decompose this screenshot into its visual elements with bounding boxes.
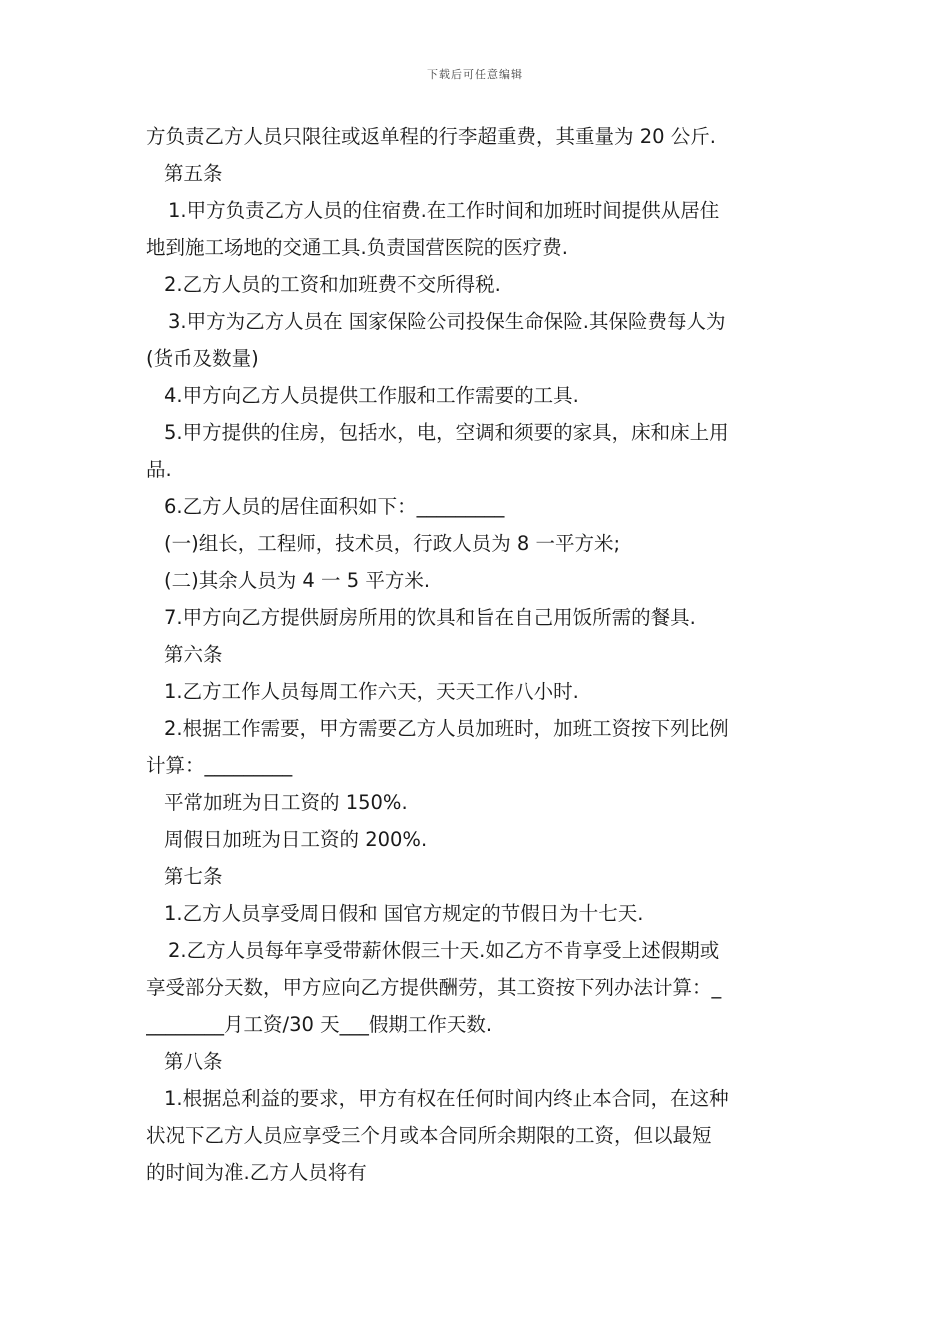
text-line: (二)其余人员为 4 一 5 平方米. [164, 569, 431, 592]
text-line: 4.甲方向乙方人员提供工作服和工作需要的工具. [164, 384, 579, 407]
text-line: 7.甲方向乙方提供厨房所用的饮具和旨在自己用饭所需的餐具. [164, 606, 696, 629]
text-line: 品. [146, 458, 172, 481]
text-line: 6.乙方人员的居住面积如下：_________ [164, 495, 505, 518]
text-line: 周假日加班为日工资的 200%. [164, 828, 428, 851]
text-line: 方负责乙方人员只限往或返单程的行李超重费，其重量为 20 公斤. [146, 125, 716, 148]
text-line: 状况下乙方人员应享受三个月或本合同所余期限的工资，但以最短 [146, 1124, 712, 1147]
text-line: 计算：_________ [146, 754, 293, 777]
article-heading: 第八条 [164, 1050, 223, 1073]
text-line: 3.甲方为乙方人员在 国家保险公司投保生命保险.其保险费每人为 [168, 310, 726, 333]
text-line: ________月工资/30 天___假期工作天数. [146, 1013, 493, 1036]
text-line: 享受部分天数，甲方应向乙方提供酬劳，其工资按下列办法计算：_ [146, 976, 722, 999]
text-line: 2.根据工作需要，甲方需要乙方人员加班时，加班工资按下列比例 [164, 717, 729, 740]
text-line: 2.乙方人员的工资和加班费不交所得税. [164, 273, 501, 296]
text-line: 2.乙方人员每年享受带薪休假三十天.如乙方不肯享受上述假期或 [168, 939, 720, 962]
article-heading: 第五条 [164, 162, 223, 185]
text-line: 平常加班为日工资的 150%. [164, 791, 408, 814]
article-heading: 第七条 [164, 865, 223, 888]
document-body [146, 118, 808, 1191]
page-header: 下载后可任意编辑 [427, 68, 523, 81]
text-line: 5.甲方提供的住房，包括水，电，空调和须要的家具，床和床上用 [164, 421, 729, 444]
text-line: 1.甲方负责乙方人员的住宿费.在工作时间和加班时间提供从居住 [168, 199, 720, 222]
article-heading: 第六条 [164, 643, 223, 666]
text-line: 的时间为准.乙方人员将有 [146, 1161, 367, 1184]
text-line: (一)组长，工程师，技术员，行政人员为 8 一平方米; [164, 532, 621, 555]
text-line: 1.乙方工作人员每周工作六天，天天工作八小时. [164, 680, 579, 703]
text-line: (货币及数量) [146, 347, 259, 370]
text-line: 1.根据总利益的要求，甲方有权在任何时间内终止本合同，在这种 [164, 1087, 729, 1110]
text-line: 1.乙方人员享受周日假和 国官方规定的节假日为十七天. [164, 902, 644, 925]
text-line: 地到施工场地的交通工具.负责国营医院的医疗费. [146, 236, 568, 259]
